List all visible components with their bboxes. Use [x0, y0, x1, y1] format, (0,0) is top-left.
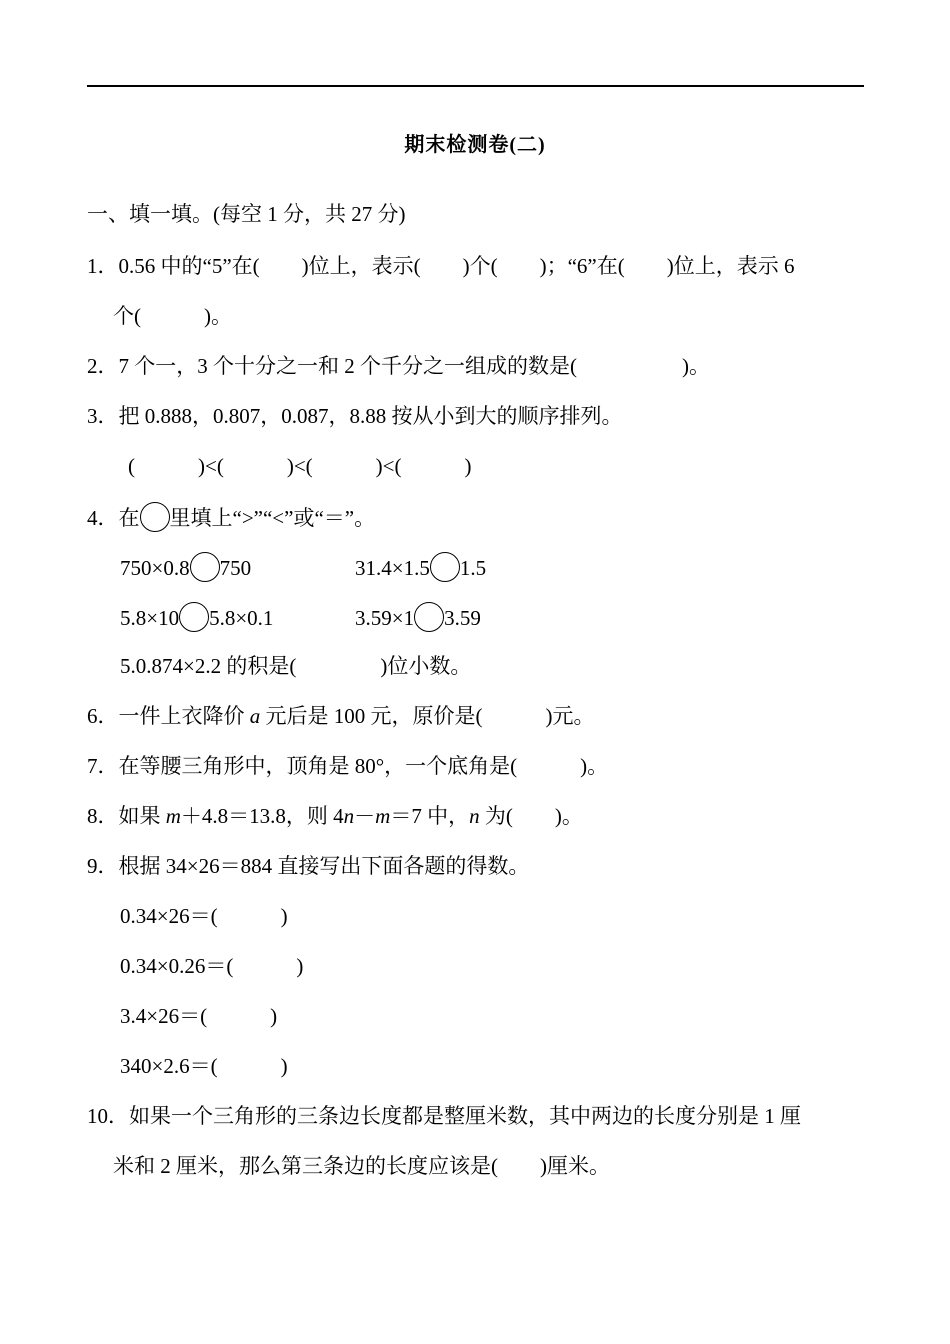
question-8: 8．如果 m＋4.8＝13.8，则 4n－m＝7 中，n 为( )。 — [87, 804, 583, 828]
question-9: 9．根据 34×26＝884 直接写出下面各题的得数。 — [87, 854, 530, 878]
compare-circle-icon[interactable] — [190, 552, 220, 582]
question-1-line-2: 个( )。 — [113, 304, 232, 328]
question-10-line-1: 10．如果一个三角形的三条边长度都是整厘米数，其中两边的长度分别是 1 厘 — [87, 1104, 801, 1128]
q4-item-a: 750×0.8 750 — [120, 552, 251, 580]
question-6: 6．一件上衣降价 a 元后是 100 元，原价是( )元。 — [87, 704, 595, 728]
compare-circle-icon[interactable] — [430, 552, 460, 582]
q9-item: 3.4×26＝( ) — [120, 1004, 278, 1028]
question-7: 7．在等腰三角形中，顶角是 80°，一个底角是( )。 — [87, 754, 609, 778]
compare-circle-icon[interactable] — [414, 602, 444, 632]
question-2: 2．7 个一，3 个十分之一和 2 个千分之一组成的数是( )。 — [87, 354, 710, 378]
q4-item-b: 31.4×1.5 1.5 — [355, 552, 486, 580]
compare-circle-icon[interactable] — [179, 602, 209, 632]
q9-item: 340×2.6＝( ) — [120, 1054, 288, 1078]
compare-circle-icon — [140, 502, 170, 532]
page-title: 期末检测卷(二) — [404, 134, 546, 156]
question-4: 4．在 里填上“>”“<”或“＝”。 — [87, 502, 375, 530]
question-3: 3．把 0.888，0.807，0.087，8.88 按从小到大的顺序排列。 — [87, 404, 623, 428]
question-3-blanks: ( )<( )<( )<( ) — [128, 454, 472, 478]
section-heading: 一、填一填。(每空 1 分，共 27 分) — [87, 202, 406, 226]
question-5: 5.0.874×2.2 的积是( )位小数。 — [120, 654, 472, 678]
question-1-line-1: 1．0.56 中的“5”在( )位上，表示( )个( )；“6”在( )位上，表示 6 — [87, 254, 795, 278]
q4-item-c: 5.8×10 5.8×0.1 — [120, 602, 273, 630]
q9-item: 0.34×26＝( ) — [120, 904, 288, 928]
q9-item: 0.34×0.26＝( ) — [120, 954, 304, 978]
question-10-line-2: 米和 2 厘米，那么第三条边的长度应该是( )厘米。 — [113, 1154, 610, 1178]
q4-item-d: 3.59×1 3.59 — [355, 602, 481, 630]
header-rule — [87, 85, 864, 87]
